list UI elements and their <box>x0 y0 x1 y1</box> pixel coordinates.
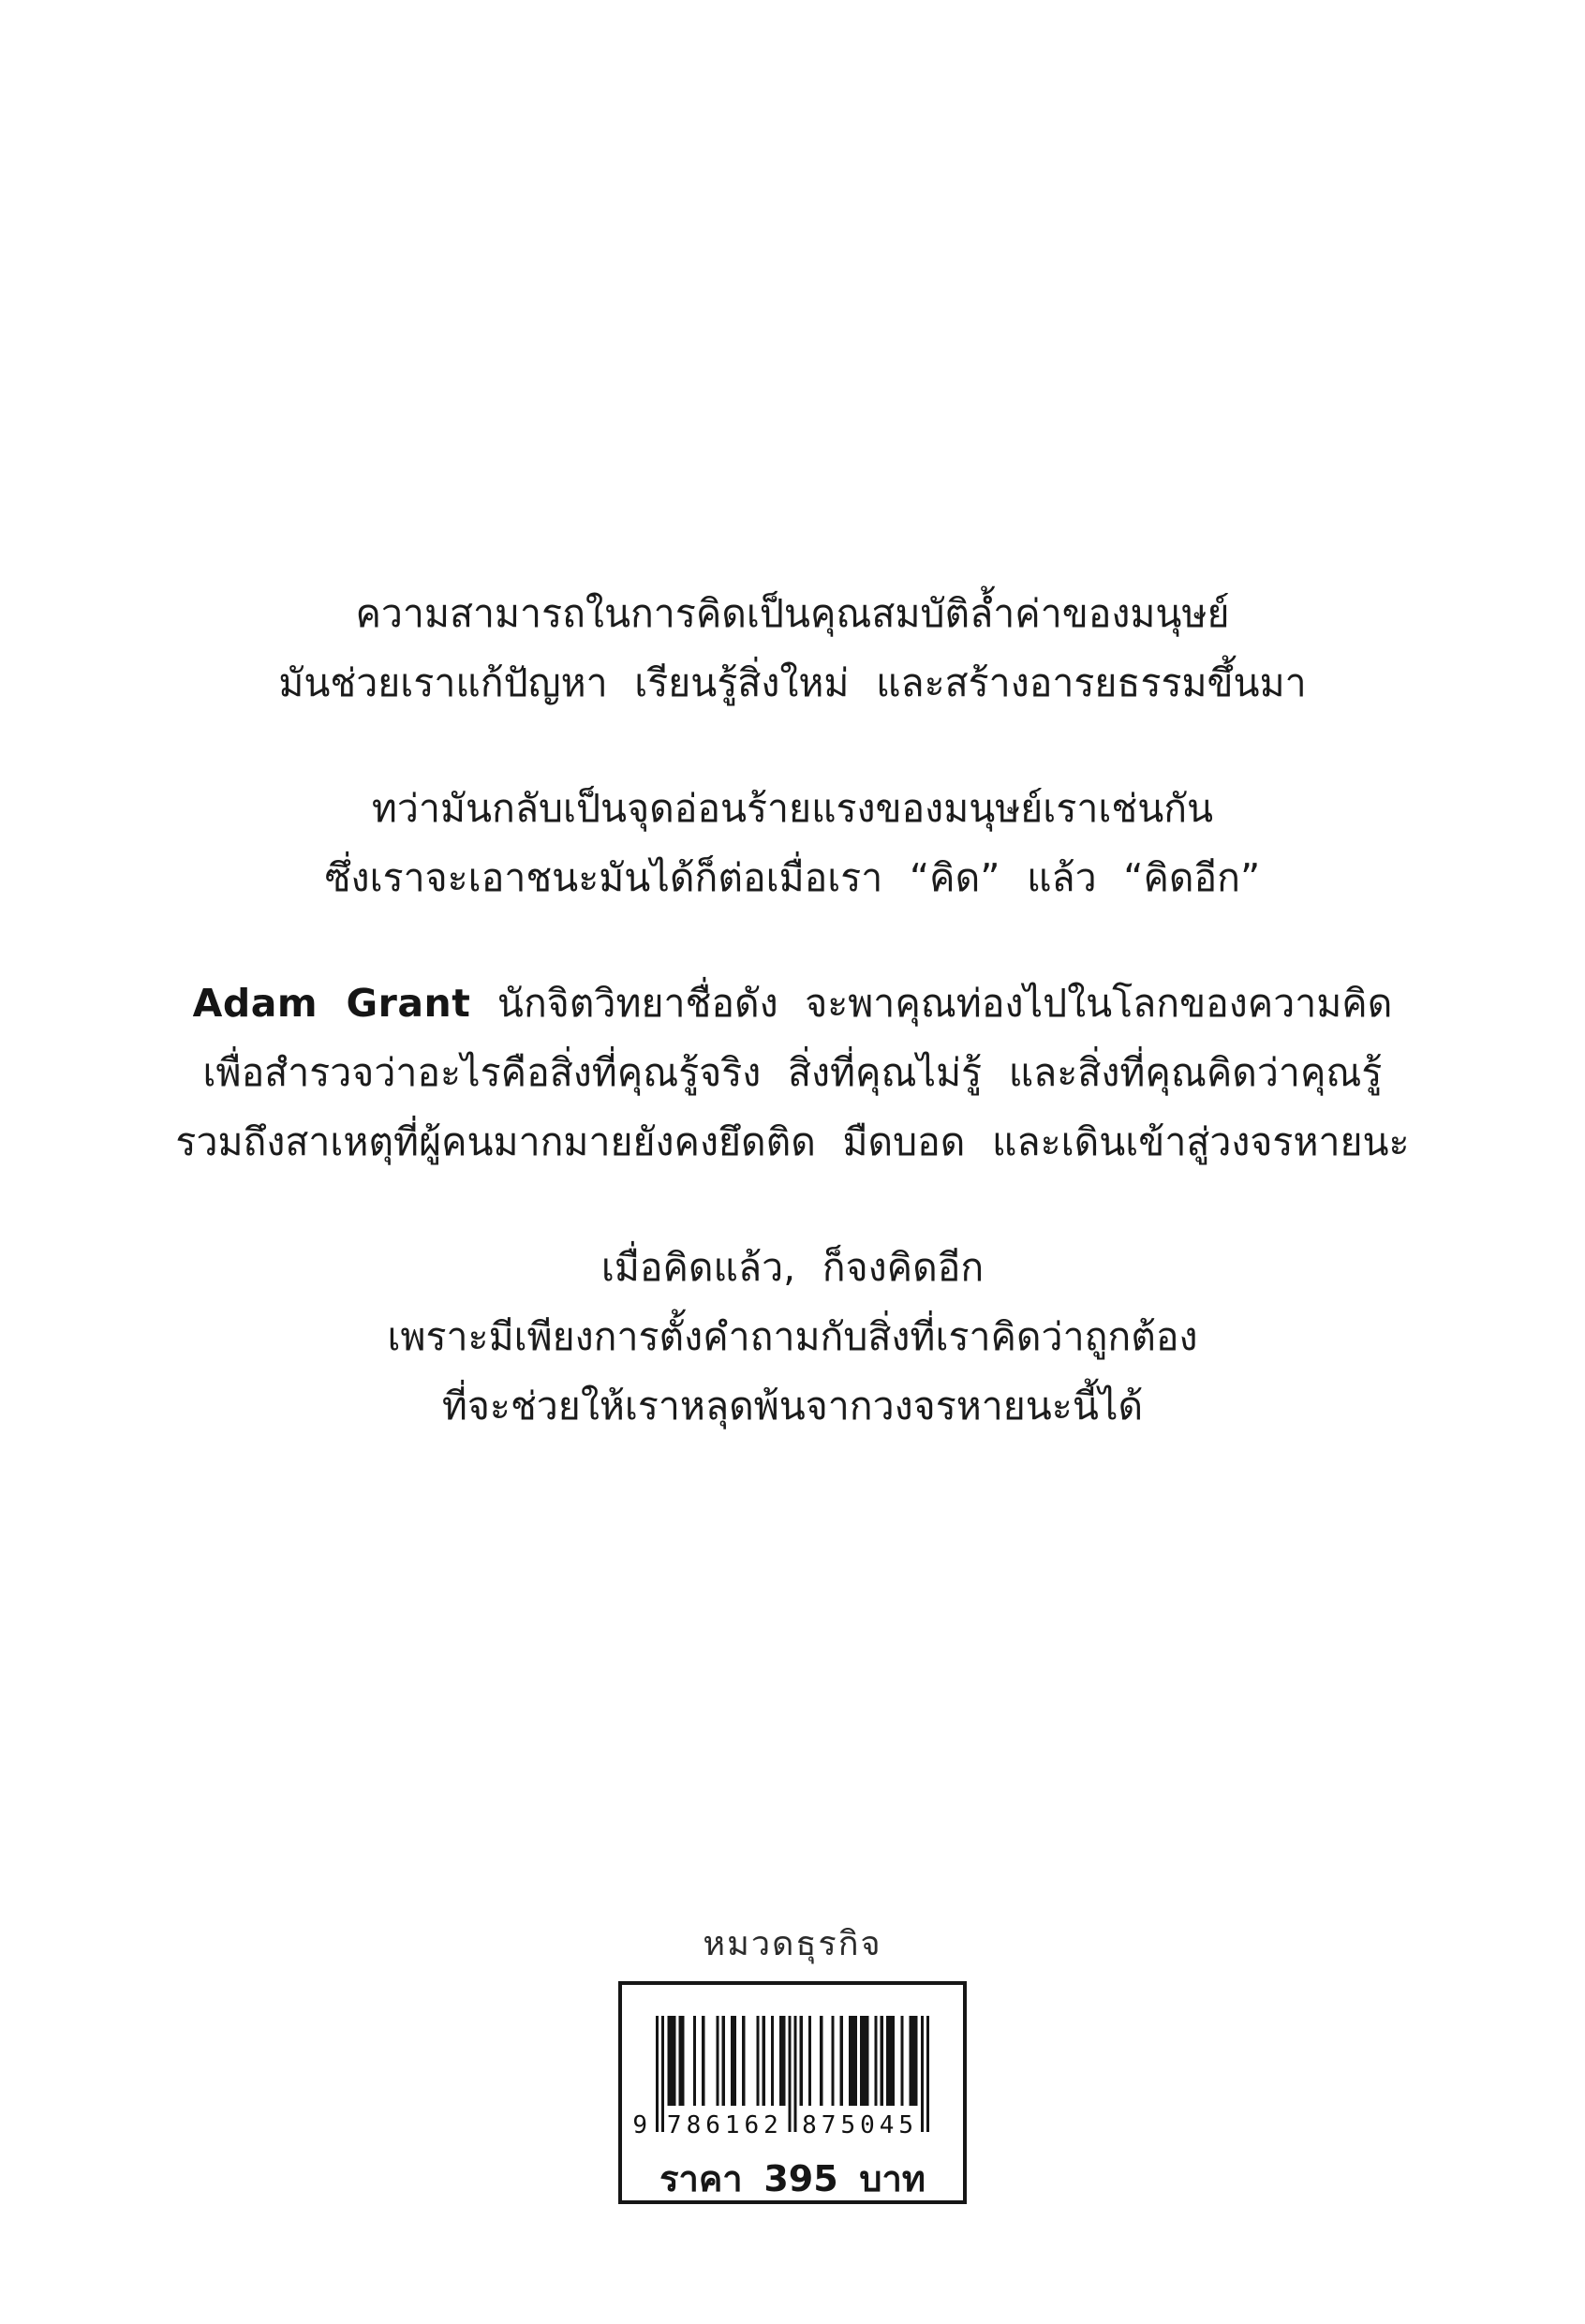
author-line-rest: นักจิตวิทยาชื่อดัง จะพาคุณท่องไปในโลกของความคิด <box>470 981 1393 1026</box>
blurb-paragraph-1 <box>0 579 1585 718</box>
blurb-line: ซึ่งเราจะเอาชนะมันได้ก็ต่อเมื่อเรา “คิด” แล้ว “คิดอีก” <box>324 855 1261 900</box>
blurb-line <box>0 969 1585 1038</box>
blurb-line: เพื่อสำรวจว่าอะไรคือสิ่งที่คุณรู้จริง สิ่งที่คุณไม่รู้ และสิ่งที่คุณคิดว่าคุณรู้ <box>202 1050 1383 1095</box>
isbn-left-group: 786162 <box>666 2111 783 2139</box>
isbn-right-group: 875045 <box>802 2111 919 2139</box>
blurb-line: ทว่ามันกลับเป็นจุดอ่อนร้ายแรงของมนุษย์เราเช่นกัน <box>371 786 1214 831</box>
blurb-line: เพราะมีเพียงการตั้งคำถามกับสิ่งที่เราคิดว่าถูกต้อง <box>387 1314 1198 1359</box>
isbn-first-digit: 9 <box>632 2111 647 2139</box>
barcode-box <box>618 1981 967 2204</box>
price-label: ราคา 395 บาท <box>659 2158 926 2199</box>
author-name: Adam Grant <box>192 981 471 1026</box>
blurb <box>0 579 1585 1497</box>
blurb-paragraph-2 <box>0 774 1585 912</box>
ean13-barcode <box>632 2016 929 2139</box>
blurb-paragraph-3 <box>0 969 1585 1177</box>
blurb-line: ความสามารถในการคิดเป็นคุณสมบัติล้ำค่าของมนุษย์ <box>355 591 1230 636</box>
category-label: หมวดธุรกิจ <box>703 1925 882 1963</box>
blurb-line: ที่จะช่วยให้เราหลุดพ้นจากวงจรหายนะนี้ได้ <box>441 1384 1144 1428</box>
blurb-line: รวมถึงสาเหตุที่ผู้คนมากมายยังคงยึดติด มืดบอด และเดินเข้าสู่วงจรหายนะ <box>175 1119 1410 1164</box>
blurb-line: เมื่อคิดแล้ว, ก็จงคิดอีก <box>600 1245 985 1290</box>
blurb-paragraph-4 <box>0 1233 1585 1441</box>
blurb-line: มันช่วยเราแก้ปัญหา เรียนรู้สิ่งใหม่ และสร้างอารยธรรมขึ้นมา <box>278 660 1307 705</box>
